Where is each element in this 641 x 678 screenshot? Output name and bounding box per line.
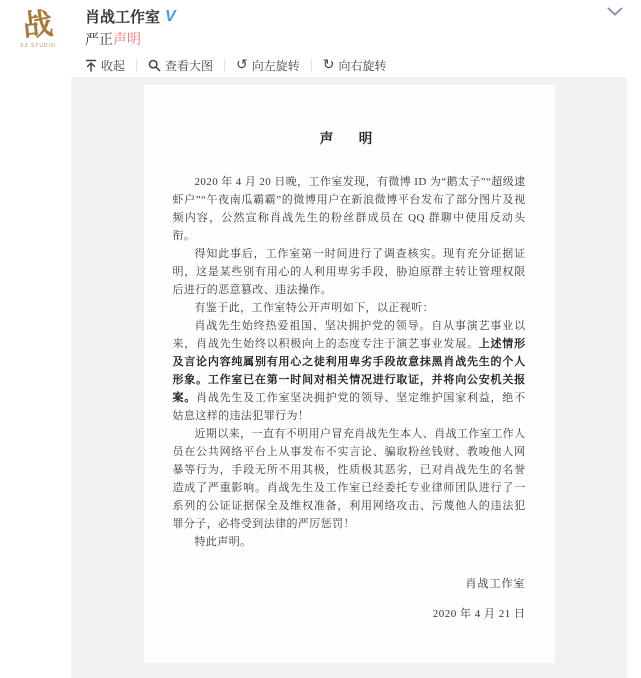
signature: 肖战工作室 (465, 578, 526, 590)
statement-paragraph (173, 245, 526, 299)
studio-logo-subtext: XZ STUDIO (20, 43, 56, 49)
rotate-left-button[interactable] (236, 57, 300, 74)
statement-text: 肖战先生始终热爱祖国、坚决拥护党的领导。自从事演艺事业以来，肖战先生始终以积极向上的态度专注于演艺事业发展。 (172, 320, 526, 350)
rotate-right-icon: ↻ (322, 57, 335, 73)
collapse-card-button[interactable] (605, 7, 625, 23)
image-viewer (71, 77, 627, 678)
statement-date: 2020 年 4 月 21 日 (432, 608, 526, 620)
studio-logo-glyph: 战 (21, 6, 55, 45)
rotate-left-label: 向左旋转 (251, 58, 300, 73)
statement-paragraph (173, 299, 526, 317)
avatar[interactable] (13, 5, 63, 55)
statement-text: 2020 年 4 月 20 日晚，工作室发现，有微博 ID 为“鹅太子”“超级逮虾户”“午夜南瓜霸霸”的微博用户在新浪微博平台发布了部分图片及视频内容，公然宣称肖战先生的粉丝群成员在 QQ 群聊中使用反动头衔。 (172, 176, 526, 242)
chevron-down-icon (607, 7, 623, 17)
rotate-right-label: 向右旋转 (338, 58, 387, 73)
post-title-prefix: 严正 (85, 31, 113, 47)
document-title: 声 明 (319, 131, 379, 146)
image-toolbar (85, 54, 387, 76)
statement-text: 特此声明。 (194, 536, 252, 548)
collapse-label: 收起 (101, 58, 126, 73)
rotate-right-button[interactable] (323, 57, 387, 74)
toolbar-divider (224, 59, 225, 71)
username[interactable]: 肖战工作室 (85, 9, 161, 26)
toolbar-divider (311, 59, 312, 71)
statement-text: 肖战先生及工作室坚决拥护党的领导、坚定维护国家利益，绝不姑息这样的违法犯罪行为！ (172, 392, 526, 422)
view-large-label: 查看大图 (165, 58, 214, 73)
magnifier-icon (148, 59, 161, 72)
collapse-button[interactable] (85, 57, 125, 74)
rotate-left-icon: ↺ (236, 57, 248, 73)
verified-v-icon: V (165, 7, 176, 25)
document-body (173, 173, 526, 551)
statement-text: 有鉴于此，工作室特公开声明如下，以正视听： (194, 302, 434, 314)
collapse-up-icon (85, 59, 97, 72)
statement-paragraph (173, 533, 526, 551)
statement-document-image[interactable] (144, 85, 555, 663)
statement-paragraph (173, 173, 526, 245)
statement-text-bold: 上述情形及言论内容纯属别有用心之徒利用卑劣手段故意抹黑肖战先生的个人形象。工作室已在第一时间对相关情况进行取证，并将向公安机关报案。 (172, 338, 526, 404)
user-name-row (85, 6, 176, 27)
post-title-highlight: 声明 (113, 31, 141, 47)
view-large-button[interactable] (148, 57, 213, 74)
toolbar-divider (136, 59, 137, 71)
statement-text: 得知此事后，工作室第一时间进行了调查核实。现有充分证据证明，这是某些别有用心的人利用卑劣手段，胁迫原群主转让管理权限后进行的恶意篡改、违法操作。 (172, 248, 526, 296)
statement-text: 近期以来，一直有不明用户冒充肖战先生本人、肖战工作室工作人员在公共网络平台上从事发布不实言论、骗取粉丝钱财、教唆他人网暴等行为，手段无所不用其极，性质极其恶劣，已对肖战先生的名誉造成了严重影响。肖战先生及工作室已经委托专业律师团队进行了一系列的公证证据保全及维权准备，利用网络攻击、污蔑他人的违法犯罪分子，必将受到法律的严厉惩罚！ (172, 428, 526, 530)
post-title (85, 29, 141, 49)
statement-paragraph (173, 425, 526, 533)
statement-paragraph (173, 317, 526, 425)
